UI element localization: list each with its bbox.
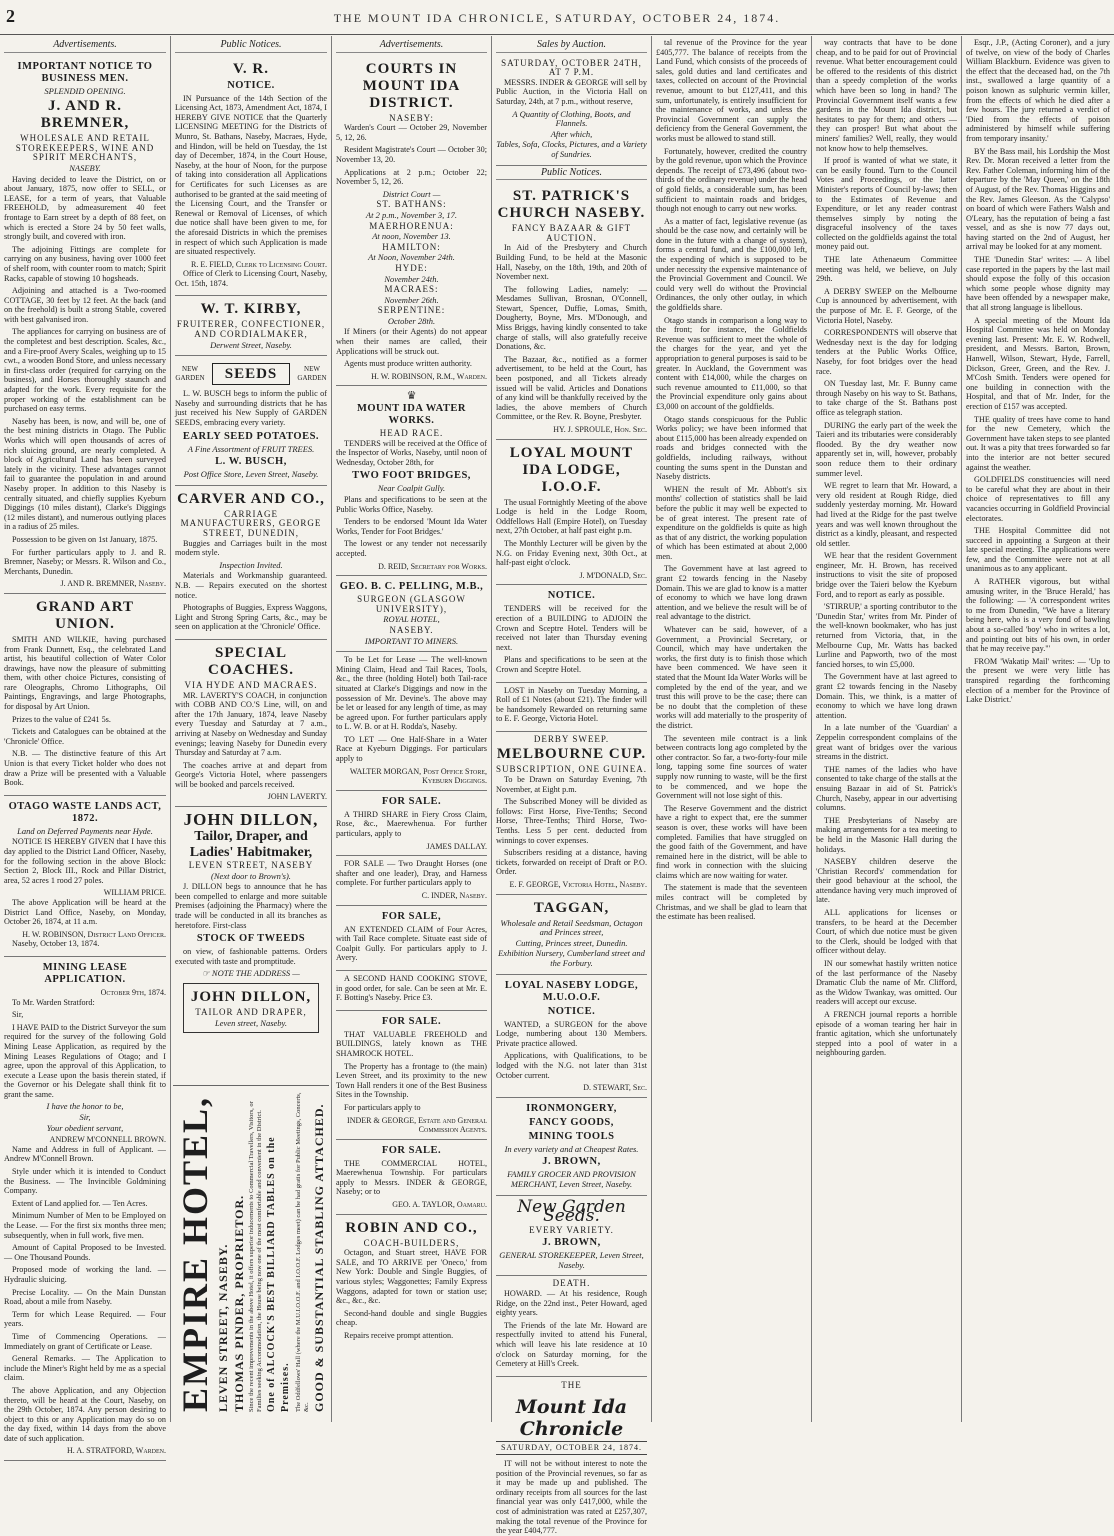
ad-body: A THIRD SHARE in Fiery Cross Claim, Rose, &c., Maerewhenua. For further particulars, apply to bbox=[336, 809, 487, 839]
ad-title: IMPORTANT NOTICE TO BUSINESS MEN. bbox=[17, 60, 153, 84]
ad-body: The Friends of the late Mr. Howard are respectfully invited to attend his Funeral, which will leave his late residence at 10 o'clock on Saturday morning, for the Cemetery at Hill's Creek. bbox=[496, 1320, 647, 1369]
page-number: 2 bbox=[6, 6, 15, 26]
ad-body: Style under which it is intended to Conduct the Business. — The Invincible Goldmining Company. bbox=[4, 1167, 166, 1196]
ad-place: Post Office Store, Leven Street, Naseby. bbox=[183, 469, 319, 480]
ad-place: NASEBY. bbox=[69, 162, 101, 173]
ad-ironmongery bbox=[496, 1098, 647, 1196]
ad-body: The appliances for carrying on business are of the completest and best description. Scales, &c., and a Fire-proof Avery Scales, weighing up to 15 cwt., a wooden Bond Store, and unless necessary in first-class order (required for carrying on the business), and Horses thoroughly staunch and adapted for the work. Every requisite for the proper working of the establishment can be purchased on easy terms. bbox=[4, 327, 166, 414]
ad-title: ROBIN AND CO., bbox=[345, 1219, 478, 1236]
ad-body: For particulars apply to bbox=[344, 1102, 421, 1112]
ad-date: October 9th, 1874. bbox=[100, 987, 166, 997]
ad-title: CARVER AND CO., bbox=[177, 490, 325, 507]
ad-subtitle: Tailor, Draper, and bbox=[194, 829, 308, 845]
ad-auction bbox=[496, 56, 647, 166]
ad-title: NOTICE. bbox=[227, 79, 275, 91]
chronicle-editorial bbox=[496, 1381, 647, 1536]
ad-subtitle: VIA HYDE AND MACRAES. bbox=[184, 679, 318, 690]
ad-body: General Remarks. — The Application to include the Miner's Right held by me as a special claim. bbox=[4, 1354, 166, 1383]
court-date: October 28th. bbox=[387, 315, 436, 326]
news-item: THE Presbyterians of Naseby are making arrangements for a tea meeting to be held in the Masonic Hall during the holidays. bbox=[816, 815, 957, 854]
ad-death bbox=[496, 1276, 647, 1376]
ad-subtitle: SUBSCRIPTION, ONE GUINEA. bbox=[496, 764, 648, 775]
ad-signature: D. REID, Secretary for Works. bbox=[378, 561, 487, 571]
court-place: HYDE: bbox=[395, 262, 428, 273]
ad-closing: I have the honor to be, bbox=[46, 1101, 124, 1112]
ad-body: The Property has a frontage to (the main) Leven Street, and its proximity to the new Town Hall renders it one of the Best Business Sites in the Township. bbox=[336, 1061, 487, 1100]
ad-sale-1 bbox=[336, 791, 487, 856]
court-place: District Court — bbox=[382, 188, 441, 199]
ad-body: Warden's Court — October 29, November 5, 12, 26. bbox=[336, 123, 487, 142]
ad-signature: WALTER MORGAN, Post Office Store, Kyeburn Diggings. bbox=[349, 766, 487, 786]
ad-signature: INDER & GEORGE, Estate and General Commission Agents. bbox=[347, 1115, 487, 1135]
news-item: A DERBY SWEEP on the Melbourne Cup is announced by advertisement, with the purpose of Mr. E. F. George, of the Victoria Hotel, Naseby. bbox=[816, 286, 957, 325]
news-item: THE late Athenaeum Committee meeting was held, we believe, on July 29th. bbox=[816, 255, 957, 284]
article-body: Fortunately, however, credited the country by the gold revenue, upon which the Province depends. The receipt of £73,496 (about two-thirds of the ordinary revenue) under the head of gold fields, a considerable sum, has been sufficient to maintain roads and bridges, though not enough to carry out new works. bbox=[656, 146, 807, 214]
ad-body: If Miners (or their Agents) do not appear when their names are called, their Applications will be struck out. bbox=[336, 327, 487, 356]
ad-signature: ANDREW M'CONNELL BROWN. bbox=[49, 1135, 166, 1145]
news-item: WE regret to learn that Mr. Howard, a very old resident at Rough Ridge, died suddenly yesterday morning. Mr. Howard had lived at the Ridge for the past twelve years and was well known throughout the district as a kindly, pleasant, and respected old settler. bbox=[816, 481, 957, 548]
ad-signature: H. A. STRATFORD, Warden. bbox=[67, 1446, 166, 1456]
news-item: A RATHER vigorous, but withal amusing writer, in the 'Bruce Herald,' has the following: — 'A correspondent writes to me from Dunedin, "We have a literary being here, who is a very fond of bawling about a so-called 'boy' who in writes a lot, and pointing out bits of his own, in order that he may receive pay."' bbox=[966, 577, 1110, 654]
ad-body: Having decided to leave the District, on or about January, 1875, now offer to SELL, or LEASE, for a term of years, that Valuable FREEHOLD, by admeasurement 40 feet frontage to Earn street by a depth of 88 feet, on which is erected a Store 24 by 50 feet walls, strongly built, and covered with iron. bbox=[4, 174, 166, 242]
royal-cipher: V. R. bbox=[233, 60, 269, 77]
ad-body: For further particulars apply to J. and R. Bremner, Naseby; or Messrs. R. Wilson and Co., Merchants, Dunedin. bbox=[4, 547, 166, 576]
ad-title: ST. PATRICK'S CHURCH NASEBY. bbox=[497, 188, 646, 222]
ad-body: TO LET — One Half-Share in a Water Race at Kyeburn Diggings. For particulars apply to bbox=[336, 734, 487, 764]
ad-st-patricks bbox=[496, 183, 647, 439]
ad-licensing-notice bbox=[175, 56, 327, 297]
news-item: Esqr., J.P., (Acting Coroner), and a jury of twelve, on view of the body of Charles William Blackburn. Evidence was given to the effect that the deceased had, on the 7th inst., swallowed a large quantity of a poison known as sulphuric vermin killer, from the effects of which he died after a few hours. The jury returned a verdict of 'Died from the effects of poison administered by himself while suffering from temporary insanity.' bbox=[966, 38, 1110, 143]
column-5 bbox=[652, 38, 811, 1418]
ad-title: JOHN DILLON, bbox=[183, 810, 319, 830]
ad-sale-4 bbox=[336, 971, 487, 1011]
ad-body: HOWARD. — At his residence, Rough Ridge, on the 22nd inst., Peter Howard, aged eighty years. bbox=[496, 1289, 647, 1318]
pointing-hand-icon: ☞ bbox=[202, 968, 210, 979]
ad-title: FOR SALE. bbox=[381, 1144, 442, 1156]
crown-icon: ♛ bbox=[406, 389, 417, 403]
court-place: HAMILTON: bbox=[382, 241, 441, 252]
ad-title: LOYAL NASEBY LODGE, M.U.O.O.F. bbox=[504, 979, 639, 1003]
ad-subtitle: Tables, Sofa, Clocks, Pictures, and a Variety of Sundries. bbox=[496, 139, 647, 159]
ad-body: Naseby has been, is now, and will be, one of the best mining districts in Otago. The Public Works which will open thousands of acres of rich sluicing ground, are nearly completed. A block of Agricultural Land has been surveyed lately in the vicinity. These advantages cannot fail to guarantee the population in and around Naseby proper. In addition to this Naseby is centrally situated, and chiefly supplies Kyeburn Diggings (10 miles distant), Clarke's Diggings (12 miles distant), and numerous outlying places in a radius of 25 miles. bbox=[4, 416, 166, 532]
ad-sale-2 bbox=[336, 856, 487, 905]
article-body: The Reserve Government and the district have a right to expect that, ere the summer season is over, these works will have been completed. Families that have struggled on the good faith of the Government, and have remained here in the district, will be able to find work in connection with the sluicing claims which are now waiting for water. bbox=[656, 803, 807, 880]
news-item: THE quality of trees have come to hand for the new Cemetery, which the Government have taken steps to see planted out. It was a pity that trees forwarded so far into the interior are not better secured against the weather. bbox=[966, 414, 1110, 472]
ad-body: Minimum Number of Men to be Employed on the Lease. — For the first six months three men; subsequently, when in full work, five men. bbox=[4, 1211, 166, 1240]
ad-carver bbox=[175, 486, 327, 640]
ad-body: THE COMMERCIAL HOTEL, Maerewhenua Township. For particulars apply to Messrs. INDER & GEORGE, Naseby; or to bbox=[336, 1158, 487, 1197]
ad-title: TWO FOOT BRIDGES, bbox=[352, 470, 471, 482]
news-item: IN our somewhat hastily written notice of the last performance of the Naseby Dramatic Club the name of Mr. Clifford, as the Widow Twankay, was omitted. Our readers will accept our excuse. bbox=[816, 959, 957, 1007]
ad-body: THAT VALUABLE FREEHOLD and BUILDINGS, lately known as THE SHAMROCK HOTEL. bbox=[336, 1029, 487, 1058]
chronicle-title: Mount Ida Chronicle bbox=[515, 1396, 628, 1441]
ad-kirby bbox=[175, 296, 327, 356]
masthead bbox=[0, 0, 1114, 35]
ad-body: Proposed mode of working the land. — Hydraulic sluicing. bbox=[4, 1265, 166, 1284]
ad-subtitle: FANCY BAZAAR & GIFT AUCTION. bbox=[511, 223, 632, 243]
ad-waste-lands bbox=[4, 796, 166, 957]
ad-feature: GOOD & SUBSTANTIAL STABLING ATTACHED. bbox=[312, 1103, 326, 1412]
ad-signature: H. W. ROBINSON, R.M., Warden. bbox=[371, 371, 487, 381]
news-item: CORRESPONDENTS will observe that Wednesday next is the day for lodging tenders at the Public Works Office, Naseby, for foot bridges over the head race. bbox=[816, 328, 957, 376]
ad-body: Applications at 2 p.m.; October 22; November 5, 12, 26. bbox=[336, 167, 487, 187]
ad-signature: JAMES DALLAY. bbox=[426, 841, 487, 851]
article-body: tal revenue of the Province for the year £405,777. The balance of receipts from the Land Fund, which consists of the proceeds of sales, gold duties and land certificates and taxes, collected on account of the Provincial revenue, amount to but £127,411, and this sum, unfortunately, is entirely insufficient for the maintenance of works, and unless the Provincial Government can supply the deficiency from the General Government, the works must be allowed to stand still. bbox=[656, 38, 807, 143]
ad-body: NOTICE IS HEREBY GIVEN that I have this day applied to the District Land Officer, Naseby, for the following section in the above Block: Section 2, Block III., Rock and Pillar District, area, 52 acres 1 rood 27 poles. bbox=[4, 837, 166, 885]
ad-water-works bbox=[336, 386, 487, 576]
ad-sale-5 bbox=[336, 1011, 487, 1140]
court-place: MAERHORENUA: bbox=[369, 220, 454, 231]
ad-body: To be Let for Lease — The well-known Mining Claim, Head and Tail Races, Tools, &c., the three (holding Hotel) both Tail-race situated at Clarke's Diggings and now in the possession of Mr. Devine's. The above may be let or leased for any length of time, as may be agreed upon. For further particulars apply to L. W. B. or at H. Rodda's, Naseby. bbox=[336, 655, 487, 732]
ad-body: IN Pursuance of the 14th Section of the Licensing Act, 1873, Amendment Act, 1874, I HEREBY GIVE NOTICE that the Quarterly LICENSING MEETING for the Districts of Munro, St. Bathans, Naseby, Macraes, Hyde, and Hindon, will be held on Tuesday, the 1st day of December, 1874, in the Court House, Naseby, at the hour of Noon, for the purpose of taking into consideration all Applications for Certificates for such Licenses as are authorised to be granted at the said meeting of the Licensing Court, and the Transfer or Renewal or Removal of Licenses, of which due notice shall have been given to me, for the aforesaid Districts in which the premises in respect of which such Application is made are situated respectively. bbox=[175, 93, 327, 257]
ad-title: COURTS IN MOUNT IDA DISTRICT. bbox=[362, 60, 461, 111]
ad-body: Name and Address in full of Applicant. — Andrew M'Connell Brown. bbox=[4, 1144, 166, 1164]
seeds-banner bbox=[175, 359, 327, 389]
ad-body: SMITH AND WILKIE, having purchased from Frank Dunnett, Esq., the celebrated Land artist, his beautiful collection of Water Color drawings, have now the pleasure of submitting them, with other choice Pictures, consisting of rare Oleographs, Chromo Lithographs, Oil Paintings, Engravings, and large Photographs, for disposal by Art Union. bbox=[4, 634, 166, 712]
ad-signature: HY. J. SPROULE, Hon. Sec. bbox=[553, 425, 647, 434]
ad-place: Exhibition Nursery, Cumberland street and the Forbury. bbox=[498, 948, 645, 968]
news-item: WE hear that the resident Government engineer, Mr. H. Brown, has received instructions to visit the site of proposed bridge over the Taieri below the Kyeburn Ford, and to report as early as possible. bbox=[816, 551, 957, 599]
ad-body: Buggies and Carriages built in the most modern style. bbox=[175, 538, 327, 558]
ad-body: Adjoining and attached is a Two-roomed COTTAGE, 30 feet by 12 feet. At the back (and on the freehold) is built a strong Stable, covered with best galvanised iron. bbox=[4, 286, 166, 324]
ad-body: Term for which Lease Required. — Four years. bbox=[4, 1309, 166, 1329]
ad-courts bbox=[336, 56, 487, 387]
ad-subtitle: Inspection Invited. bbox=[219, 559, 283, 570]
ad-body: The above Application, and any Objection thereto, will be heard at the Court, Naseby, on the 29th October, 1874. Any person desiring to object to this or any Application may do so on the day fixed, within 14 days from the above date of such application. bbox=[4, 1385, 166, 1443]
ad-notice-tenders bbox=[496, 585, 647, 682]
article-body: As a matter of fact, legislative revenue (as should be the case now, and certainly will be done in the future with a change of system), forms a central fund, and the £100,000 left, the expending of which is supposed to be under necessity the expensive maintenance of the Provincial Government and Council. We could very well do without the Provincial Ordinances, the only other outlay, in which the goldfields share. bbox=[656, 216, 807, 313]
ad-place: Cutting, Princes street, Dunedin. bbox=[515, 937, 628, 948]
ad-signature: J. AND R. BREMNER, Naseby. bbox=[60, 579, 166, 589]
ad-subtitle: A Quantity of Clothing, Boots, and Flannels. bbox=[512, 108, 631, 129]
seeds-banner-right: NEW GARDEN bbox=[297, 364, 327, 383]
ad-body: The lowest or any tender not necessarily accepted. bbox=[336, 539, 487, 558]
news-item: GOLDFIELDS constituencies will need to be careful what they are about in their choice of representatives to fill any vacancies occurring in Goldfield Provincial electorates. bbox=[966, 475, 1110, 523]
ad-body: Since the recent improvements in the above Hotel, it offers superior inducements to Commercial Travellers, Visitors, or Families seeking Accommodation, the House being now one of the most comfortable and convenient in the District. bbox=[248, 1101, 263, 1412]
ad-title: EARLY SEED POTATOES. bbox=[182, 430, 320, 442]
ad-to-let bbox=[336, 652, 487, 791]
article-body: If proof is wanted of what we state, it can be easily found. Turn to the Council Votes and Proceedings, or the latter Minister's reports of Council by-laws; then to the Estimates of Revenue and Expenditure, or let any reader contrast themselves simply by noting the disgraceful insolvency of the taxes collected on the goldfields against the total money paid out. bbox=[816, 156, 957, 252]
ad-date: Naseby, October 13, 1874. bbox=[12, 939, 100, 949]
ad-coaches bbox=[175, 640, 327, 807]
ad-place: LEVEN STREET, NASEBY. bbox=[216, 1243, 230, 1412]
ad-busch-seeds bbox=[175, 356, 327, 486]
ad-closing: Your obedient servant, bbox=[46, 1122, 124, 1133]
ad-title: FOR SALE. bbox=[381, 795, 442, 807]
ad-signature: WILLIAM PRICE. bbox=[103, 888, 166, 898]
ad-signature: L. W. BUSCH, bbox=[215, 456, 287, 468]
news-item: THE 'Dunedin Star' writes: — A libel case reported in the papers by the last mail should expose the folly of this occasion which some people whose dignity may have been offended by a newspaper make, that all strong language is libellous. bbox=[966, 255, 1110, 313]
ad-body: MR. LAVERTY'S COACH, in conjunction with COBB AND CO.'S Line, will, on and after the 17th January, 1874, leave Naseby every Tuesday and Saturday at 7 a.m., arriving at Naseby on Wednesday and Sunday evenings; leaving Naseby for Dunedin every Thursday and Saturday at 7 a.m. bbox=[175, 690, 327, 758]
ad-art-union bbox=[4, 594, 166, 796]
ad-title: SPECIAL COACHES. bbox=[208, 644, 294, 678]
article-body: Whatever can be said, however, of a Government, a Provincial Secretary, or Council, which may have undertaken the works, the first duty is to finish those which have been commenced. We have seen it stated that the Mount Ida Water Works will be completed by the end of the year, and we trust this will prove to be the case; there can be no doubt that the completion of these works will add materially to the prosperity of the district. bbox=[656, 625, 807, 730]
ad-signature: H. W. ROBINSON, District Land Officer. bbox=[22, 929, 166, 939]
ad-body: Amount of Capital Proposed to be Invested. — One Thousand Pounds. bbox=[4, 1243, 166, 1262]
ad-body: AN EXTENDED CLAIM of Four Acres, with Tail Race complete. Situate east side of Coalpit Gully. For particulars apply to J. Avery. bbox=[336, 924, 487, 963]
news-item: BY the Bass mail, his Lordship the Most Rev. Dr. Moran received a letter from the Rev. Father Coleman, informing him of the departure by the 'May Queen,' on the 18th of August, of the Rev. Thomas Higgins and the Rev. James Gleeson. As the 'Calypso' on board of which were Fathers Walsh and O'Leary, has the reputation of being a fast vessel, and as she is now 77 days out, having started on the 2nd of August, her arrival may be looked for at any moment. bbox=[966, 146, 1110, 252]
ad-title: OTAGO WASTE LANDS ACT, 1872. bbox=[8, 800, 162, 824]
ad-body: A SECOND HAND COOKING STOVE, in good order, for sale. Can be seen at Mr. E. F. Botting's Naseby. Price £3. bbox=[336, 973, 487, 1003]
ad-body: WANTED, a SURGEON for the above Lodge, numbering about 130 Members. Private practice allowed. bbox=[496, 1019, 647, 1048]
ad-subtitle: HEAD RACE. bbox=[379, 428, 444, 439]
ad-loyal-naseby bbox=[496, 975, 647, 1098]
court-place: SERPENTINE: bbox=[377, 305, 446, 316]
article-body: The Government have at last agreed to grant £2 towards fencing in the Naseby Domain. This we are glad to know is a matter of economy to which we have long drawn attention, and we believe the result will be of real advantage to the district. bbox=[656, 564, 807, 622]
ad-melbourne-cup bbox=[496, 732, 647, 895]
ad-subtitle: Ladies' Habitmaker, bbox=[189, 845, 313, 861]
ad-body: The Oddfellows' Hall (where the M.U.I.O.O.F. and I.O.O.F. Lodges meet) can be had gratis for Public Meetings, Concerts, &c. bbox=[295, 1092, 310, 1412]
ad-body: The above Application will be heard at the District Land Office, Naseby, on Monday, October 26, 1874, at 11 a.m. bbox=[4, 897, 166, 927]
ad-body: Materials and Workmanship guaranteed. N.B. — Repairs executed on the shortest notice. bbox=[175, 571, 327, 600]
ad-body: FOR SALE — Two Draught Horses (one shafter and one leader), Dray, and Harness complete. For further particulars apply to bbox=[336, 859, 487, 888]
ad-body: Time of Commencing Operations. — Immediately on grant of Certificate or Lease. bbox=[4, 1331, 166, 1351]
article-body: way contracts that have to be done cheap, and to be paid for out of Provincial revenue. What better encouragement could be offered to the residents of this district than a speedy completion of the works which have been so long in hand? The Provincial Government itself wants a few gardens in the Mount Ida district, but hesitates to pay for them; and others — they can prosper! But what about the miners' families? Well, really, they would not know how to help themselves. bbox=[816, 38, 957, 153]
court-date: November 26th. bbox=[384, 294, 439, 305]
ad-place: FAMILY GROCER AND PROVISION MERCHANT, Leven Street, Naseby. bbox=[507, 1169, 636, 1189]
court-date: At 2 p.m., November 3, 17. bbox=[365, 209, 458, 220]
column-1 bbox=[0, 38, 170, 1456]
article-body: Otago stands in comparison a long way to the front; for instance, the Goldfields Revenue was sufficient to meet the whole of the charges for the year, and yet the appropriation to general purposes is said to be greater. In Auckland, the Government was content with £14,000, while the charges on such revenue amounted to £11,000, so that the Provincial expenditure only gains about £3,000 on account of the goldfields. bbox=[656, 315, 807, 411]
ad-mining-lease bbox=[4, 957, 166, 1461]
column-2 bbox=[171, 38, 331, 1083]
ad-place: Derwent Street, Naseby. bbox=[210, 339, 292, 350]
section-head: Public Notices. bbox=[175, 40, 327, 53]
ad-title: GEO. B. C. PELLING, M.B., bbox=[339, 581, 484, 593]
ad-body: Agents must produce written authority. bbox=[344, 359, 472, 369]
ad-title: NOTICE. bbox=[547, 590, 596, 602]
court-place: NASEBY: bbox=[389, 112, 434, 123]
ad-subtitle: After which, bbox=[550, 128, 593, 139]
ad-body: Applications, with Qualifications, to be lodged with the N.G. not later than 31st October current. bbox=[496, 1051, 647, 1080]
ad-subtitle: EVERY VARIETY. bbox=[529, 1224, 614, 1235]
ad-dillon bbox=[175, 807, 327, 1041]
ad-body: N.B. — The distinctive feature of this Art Union is that every Ticket holder who does not draw a Prize will be presented with a Valuable Book. bbox=[4, 749, 166, 788]
ad-body: Plans and specifications to be seen at the Public Works Office, Naseby. bbox=[336, 495, 487, 514]
ad-body: on view, of fashionable patterns. Orders executed with taste and promptitude. bbox=[175, 947, 327, 966]
news-item: THE names of the ladies who have consented to take charge of the stalls at the ensuing Bazaar in aid of St. Patrick's Church, Naseby, appear in our advertising columns. bbox=[816, 764, 957, 813]
ad-title: IRONMONGERY, bbox=[526, 1102, 617, 1114]
article-body: Otago stands conspicuous for the Public Works policy; we have been informed that about £115,000 has been already expended on roads and bridges connected with the goldfields, including railways, without counting the sums spent in the Dunstan and Naseby districts. bbox=[656, 414, 807, 482]
ad-body: Precise Locality. — On the Main Dunstan Road, about a mile from Naseby. bbox=[4, 1287, 166, 1307]
column-3 bbox=[332, 38, 491, 1418]
court-date: At Noon, November 24th. bbox=[368, 252, 455, 263]
ad-body: Office of Clerk to Licensing Court, Naseby, Oct. 15th, 1874. bbox=[175, 269, 327, 288]
ad-garden-seeds bbox=[496, 1196, 647, 1277]
empire-hotel-rotated bbox=[173, 1086, 329, 1416]
ad-body: In Aid of the Presbytery and Church Building Fund, to be held at the Masonic Hall, Naseby, on the 18th, 19th, and 20th of November next. bbox=[496, 243, 647, 282]
ad-date: SATURDAY, OCTOBER 24TH, AT 7 P.M. bbox=[501, 57, 642, 78]
running-title: THE MOUNT IDA CHRONICLE, SATURDAY, OCTOBER 24, 1874. bbox=[333, 11, 781, 25]
court-date: November 24th. bbox=[384, 273, 439, 284]
news-item: 'STIRRUP,' a sporting contributor to the 'Dunedin Star,' writes from Mr. Pinder of the well-known bookmaker, who has just returned from Victoria, that, in the Melbourne Cup, Mr. Watts has backed Lurline and Papworth, two of the most fancied horses, to win £5,000. bbox=[816, 602, 957, 669]
ad-proprietor: THOMAS PINDER, PROPRIETOR. bbox=[232, 1194, 246, 1412]
ad-signature: C. INDER, Naseby. bbox=[421, 891, 487, 900]
ad-subtitle: WHOLESALE AND RETAIL STOREKEEPERS, WINE AND SPIRIT MERCHANTS, bbox=[15, 133, 155, 163]
ad-place: Leven street, Naseby. bbox=[215, 1017, 287, 1028]
ad-title: FANCY GOODS, bbox=[529, 1116, 614, 1128]
ad-body: To be Drawn on Saturday Evening, 7th November, at Eight p.m. bbox=[496, 775, 647, 794]
ad-title: MOUNT IDA WATER WORKS. bbox=[356, 403, 467, 427]
ad-body: To Mr. Warden Stratford: bbox=[12, 997, 95, 1007]
ad-body: MESSRS. INDER & GEORGE will sell by Public Auction, in the Victoria Hall on Saturday, 24th, at 7 p.m., without reserve, bbox=[496, 77, 647, 106]
seeds-banner-left: NEW GARDEN bbox=[175, 364, 205, 383]
ad-body: Extent of Land applied for. — Ten Acres. bbox=[12, 1198, 148, 1208]
ad-title: J. AND R. BREMNER, bbox=[40, 98, 130, 132]
ad-body: L. W. BUSCH begs to inform the public of Naseby and surrounding districts that he has just received his New Supply of GARDEN SEEDS, embracing every variety. bbox=[175, 389, 327, 428]
section-head: Public Notices. bbox=[496, 168, 647, 181]
ad-subtitle: TAILOR AND DRAPER, bbox=[195, 1007, 307, 1017]
ad-title: LOYAL MOUNT IDA LODGE, I.O.O.F. bbox=[509, 444, 634, 495]
ad-subtitle: Near Coalpit Gully. bbox=[377, 483, 446, 494]
ad-title: W. T. KIRBY, bbox=[200, 301, 302, 318]
ad-body: The following Ladies, namely: — Mesdames Sullivan, Brosnan, O'Connell, Stewart, Spencer, Duffie, Lomas, Smith, Dougherty, Boyne, Mrs. M'Donough, and Miss Briggs, having kindly consented to take charge of stalls, will also gratefully receive Donations, &c. bbox=[496, 284, 647, 352]
ad-subtitle: DERBY SWEEP. bbox=[533, 733, 610, 744]
ad-body: Sir, bbox=[12, 1010, 24, 1020]
ad-sale-3 bbox=[336, 906, 487, 971]
court-place: ST. BATHANS: bbox=[376, 199, 447, 210]
ad-place: (Next door to Brown's). bbox=[211, 870, 291, 881]
ad-place: GENERAL STOREKEEPER, Leven Street, Naseby. bbox=[499, 1250, 644, 1270]
ad-body: Tickets and Catalogues can be obtained at the 'Chronicle' Office. bbox=[4, 727, 166, 746]
ad-empire-hotel bbox=[173, 1085, 329, 1416]
ad-signature: GEO. A. TAYLOR, Oamaru. bbox=[392, 1200, 487, 1210]
ad-body: TENDERS will be received at the Office of the Inspector of Works, Naseby, until noon of Wednesday, October 28th, for bbox=[336, 438, 487, 467]
ad-body: Tenders to be endorsed 'Mount Ida Water Works, Tender for Foot Bridges.' bbox=[336, 517, 487, 536]
ad-body: The Subscribed Money will be divided as follows: First Horse, Five-Tenths; Second Horse, Three-Tenths; Third Horse, Two-Tenths. Less 5 per cent. deducted from winnings to cover expenses. bbox=[496, 797, 647, 845]
ad-body: The usual Fortnightly Meeting of the above Lodge is held in the Lodge Room, Oddfellows Hall (Empire Hotel), on Tuesday next, 27th October, at half past eight p.m. bbox=[496, 497, 647, 536]
ad-subtitle: IMPORTANT TO MINERS. bbox=[364, 635, 459, 646]
ad-body: Possession to be given on 1st January, 1875. bbox=[12, 534, 158, 544]
ad-title: FOR SALE, bbox=[381, 910, 442, 922]
ad-title: MELBOURNE CUP. bbox=[496, 746, 647, 763]
ad-taggan bbox=[496, 895, 647, 975]
article-body: The seventeen mile contract is a link between contracts long ago completed by the other contractor. So far, a two-forty-four mile long, tapping some fine sources of water supply now running to waste, will be the first to be commenced, and we hope the Government will not lose sight of this. bbox=[656, 733, 807, 801]
ad-subtitle: FRUITERER, CONFECTIONER, AND CORDIALMAKER, bbox=[176, 319, 326, 340]
ad-lost bbox=[496, 683, 647, 732]
ad-title: GRAND ART UNION. bbox=[35, 598, 135, 632]
ad-body: Prizes to the value of £241 5s. bbox=[12, 714, 111, 724]
ad-place: ROYAL HOTEL, bbox=[383, 614, 440, 625]
section-head: Advertisements. bbox=[4, 40, 166, 53]
column-6 bbox=[812, 38, 961, 1418]
ad-title: STOCK OF TWEEDS bbox=[196, 933, 306, 945]
ad-subtitle: SPLENDID OPENING. bbox=[44, 85, 126, 96]
news-item: In a late number of the 'Guardian' a Zeppelin correspondent complains of the great want of bridges over the various streams in the district. bbox=[816, 723, 957, 762]
column-4 bbox=[492, 38, 651, 1536]
ad-body: Second-hand double and single Buggies cheap. bbox=[336, 1308, 487, 1328]
ad-title: EMPIRE HOTEL, bbox=[175, 1095, 215, 1412]
ad-subtitle: COACH-BUILDERS, bbox=[363, 1237, 460, 1248]
ad-body: Repairs receive prompt attention. bbox=[344, 1331, 454, 1340]
news-item: ON Tuesday last, Mr. F. Bunny came through Naseby on his way to St. Bathans, to take charge of the St. Bathans post office as telegraph station. bbox=[816, 379, 957, 417]
ad-title: NOTICE. bbox=[547, 1005, 596, 1017]
ad-body: J. DILLON begs to announce that he has been compelled to enlarge and more suitable Premises (adjoining the Pharmacy) where the trade will be conducted in all its branches as heretofore. First-class bbox=[175, 882, 327, 930]
ad-body: The Bazaar, &c., notified as a former advertisement, to be held at the Court, has been postponed, and all Tickets already issued will be valid. Articles and Donations of any kind will be thankfully received by the ladies, the above members of Church Committee, or the Rev. R. Boyne, Presbyter. bbox=[496, 354, 647, 422]
ad-body: Resident Magistrate's Court — October 30; November 13, 20. bbox=[336, 145, 487, 164]
column-7 bbox=[962, 38, 1114, 1418]
ad-note: NOTE THE ADDRESS — bbox=[211, 968, 300, 979]
ad-sale-6 bbox=[336, 1140, 487, 1215]
ad-pelling bbox=[336, 576, 487, 652]
article-body: IT will not be without interest to note the position of the Provincial revenues, so far as it may be made up and published. The ordinary receipts from all sources for the last financial year was only £417,000, while the cost of administration was rated at £257,307, making the total revenue of the Province for the year £404,777. bbox=[496, 1459, 647, 1536]
section-head: Advertisements. bbox=[336, 40, 487, 53]
ad-signature: J. M'DONALD, Sec. bbox=[579, 570, 647, 580]
ad-lodge bbox=[496, 440, 647, 586]
news-item: A FRENCH journal reports a horrible episode of a woman tearing her hair in frantic agitation, which she unfortunately stepped into a pool of water in a neighbouring garden. bbox=[816, 1010, 957, 1058]
news-item: DURING the early part of the week the Taieri and its tributaries were considerably flooded. By the dry weather now apparently set in, will, however, probably soon reduce them to their ordinary summer level. bbox=[816, 420, 957, 478]
ad-title: New Garden Seeds. bbox=[517, 1196, 626, 1227]
ad-body: The adjoining Fittings are complete for carrying on any business, having over 1000 feet of shelf room, with counter room to match; Spirit Racks, capable of stowing 10 hogsheads. bbox=[4, 244, 166, 283]
ad-feature: One of ALCOCK'S BEST BILLIARD TABLES on the Premises. bbox=[266, 1136, 291, 1412]
ad-subtitle bbox=[175, 969, 327, 979]
ad-body: Photographs of Buggies, Express Waggons, Light and Strong Spring Carts, &c., may be seen on application at the 'Chronicle' Office. bbox=[175, 603, 327, 632]
ad-signature: R. E. FIELD, Clerk to Licensing Court. bbox=[191, 259, 327, 269]
ad-subtitle: Wholesale and Retail Seedsman, Octagon and Princes street, bbox=[500, 917, 643, 938]
ad-body: LOST in Naseby on Tuesday Morning, a Roll of £1 Notes (about £21). The finder will be handsomely Rewarded on returning same to E. F. George, Victoria Hotel. bbox=[496, 685, 647, 724]
ad-body: Octagon, and Stuart street, HAVE FOR SALE, and TO ARRIVE per 'Oneco,' from New York: Double and Single Buggies, of various styles; Waggonettes; Family Express Waggons, adapted for town or station use; &c., &c., &c. bbox=[336, 1248, 487, 1306]
ad-title: DEATH. bbox=[552, 1278, 591, 1289]
court-place: MACRAES: bbox=[384, 284, 439, 295]
court-date: At noon, November 13. bbox=[372, 231, 451, 242]
dillon-address-box bbox=[183, 983, 319, 1033]
section-head: Sales by Auction. bbox=[496, 40, 647, 53]
chronicle-the: THE bbox=[561, 1379, 582, 1390]
ad-title: MINING TOOLS bbox=[528, 1130, 615, 1142]
ad-title: FOR SALE. bbox=[381, 1015, 442, 1027]
article-body: The statement is made that the seventeen miles contract will be completed by Christmas, and we shall be glad to learn that the estimate has been realised. bbox=[656, 883, 807, 922]
ad-place: NASEBY. bbox=[389, 624, 434, 635]
ad-signature: E. F. GEORGE, Victoria Hotel, Naseby. bbox=[509, 880, 647, 889]
ad-subtitle: Land on Deferred Payments near Hyde. bbox=[17, 825, 153, 836]
ad-title: TAGGAN, bbox=[533, 899, 610, 916]
article-body: WHEN the result of Mr. Abbott's six months' collection of statistics shall be laid before the public it may well be expected to be of great interest. The present rate of expenditure on the goldfields is quite as high as that of any district, the working population of which has been estimated at about 2,000 men. bbox=[656, 484, 807, 561]
ad-place: LEVEN STREET, NASEBY bbox=[188, 860, 314, 871]
ad-title: MINING LEASE APPLICATION. bbox=[42, 961, 128, 985]
ad-closing: Sir, bbox=[79, 1112, 91, 1123]
ad-subtitle: In every variety and at Cheapest Rates. bbox=[504, 1143, 639, 1154]
ad-body: The coaches arrive at and depart from George's Victoria Hotel, where passengers will be booked and parcels received. bbox=[175, 760, 327, 789]
ad-body: Plans and specifications to be seen at the Crown and Sceptre Hotel. bbox=[496, 655, 647, 674]
ad-body: I HAVE PAID to the District Surveyor the sum required for the survey of the following Gold Mining Lease Application, as required by the Mining Leases Regulations of Otago; and I agree, upon the approval of this Application, to execute a Lease upon the basis therein stated, if the Governor or his Delegate shall think fit to grant the same. bbox=[4, 1022, 166, 1099]
news-item: The Government have at last agreed to grant £2 towards fencing in the Naseby Domain. This, we think, is a matter of economy to which we have long drawn attention. bbox=[816, 672, 957, 720]
news-item: FROM 'Wakatip Mail' writes: — 'Up to the present we were very little has transpired regarding the forthcoming election of a member for the Province of Lake District.' bbox=[966, 656, 1110, 705]
ad-signature: J. BROWN, bbox=[542, 1237, 601, 1249]
ad-title: JOHN DILLON, bbox=[190, 989, 312, 1005]
ad-signature: D. STEWART, Sec. bbox=[583, 1083, 647, 1093]
seeds-logo: SEEDS bbox=[212, 363, 290, 385]
ad-body: Subscribers residing at a distance, having tickets, forwarded on receipt of Draft or P.O. Order. bbox=[496, 848, 647, 877]
ad-body: The Monthly Lecturer will be given by the N.G. on Friday Evening next, 30th Oct., at half-past eight o'clock. bbox=[496, 538, 647, 568]
ad-body: TENDERS will be received for the erection of a BUILDING to ADJOIN the Crown and Sceptre Hotel. Tenders will be received not later than Thursday evening next. bbox=[496, 604, 647, 652]
ad-robin bbox=[336, 1215, 487, 1348]
news-item: ALL applications for licenses or transfers, to be heard at the December Court, of which due notice must be given to the Clerk, should be lodged with that officer without delay. bbox=[816, 908, 957, 956]
chronicle-date: SATURDAY, OCTOBER 24, 1874. bbox=[496, 1441, 647, 1455]
news-item: THE Hospital Committee did not succeed in appointing a Surgeon at their late special meeting. The applications were few, and the Committee were not at all unanimous as to any applicant. bbox=[966, 526, 1110, 574]
ad-signature: J. BROWN, bbox=[542, 1156, 601, 1168]
news-item: A special meeting of the Mount Ida Hospital Committee was held on Monday evening last. Present: Mr. E. W. Rodwell, president, and Messrs. Barton, Brown, Hanwell, Wilson, Stewart, Hyde, Farrell, Dickson, Greer, Green, and the Rev. J. M'Cosh Smith. Tenders were opened for one building in connection with the Hospital, and that of Mr. Inder, for the erection of £157 was accepted. bbox=[966, 315, 1110, 411]
ad-bremner bbox=[4, 56, 166, 594]
ad-subtitle: A Fine Assortment of FRUIT TREES. bbox=[187, 443, 315, 454]
ad-signature: JOHN LAVERTY. bbox=[267, 792, 327, 802]
news-item: NASEBY children deserve the 'Christian Record's' commendation for their good behaviour at the school, the attendance having very much improved of late. bbox=[816, 857, 957, 905]
ad-subtitle: SURGEON (GLASGOW UNIVERSITY), bbox=[357, 594, 466, 614]
ad-subtitle: CARRIAGE MANUFACTURERS, GEORGE STREET, DUNEDIN, bbox=[180, 508, 322, 538]
